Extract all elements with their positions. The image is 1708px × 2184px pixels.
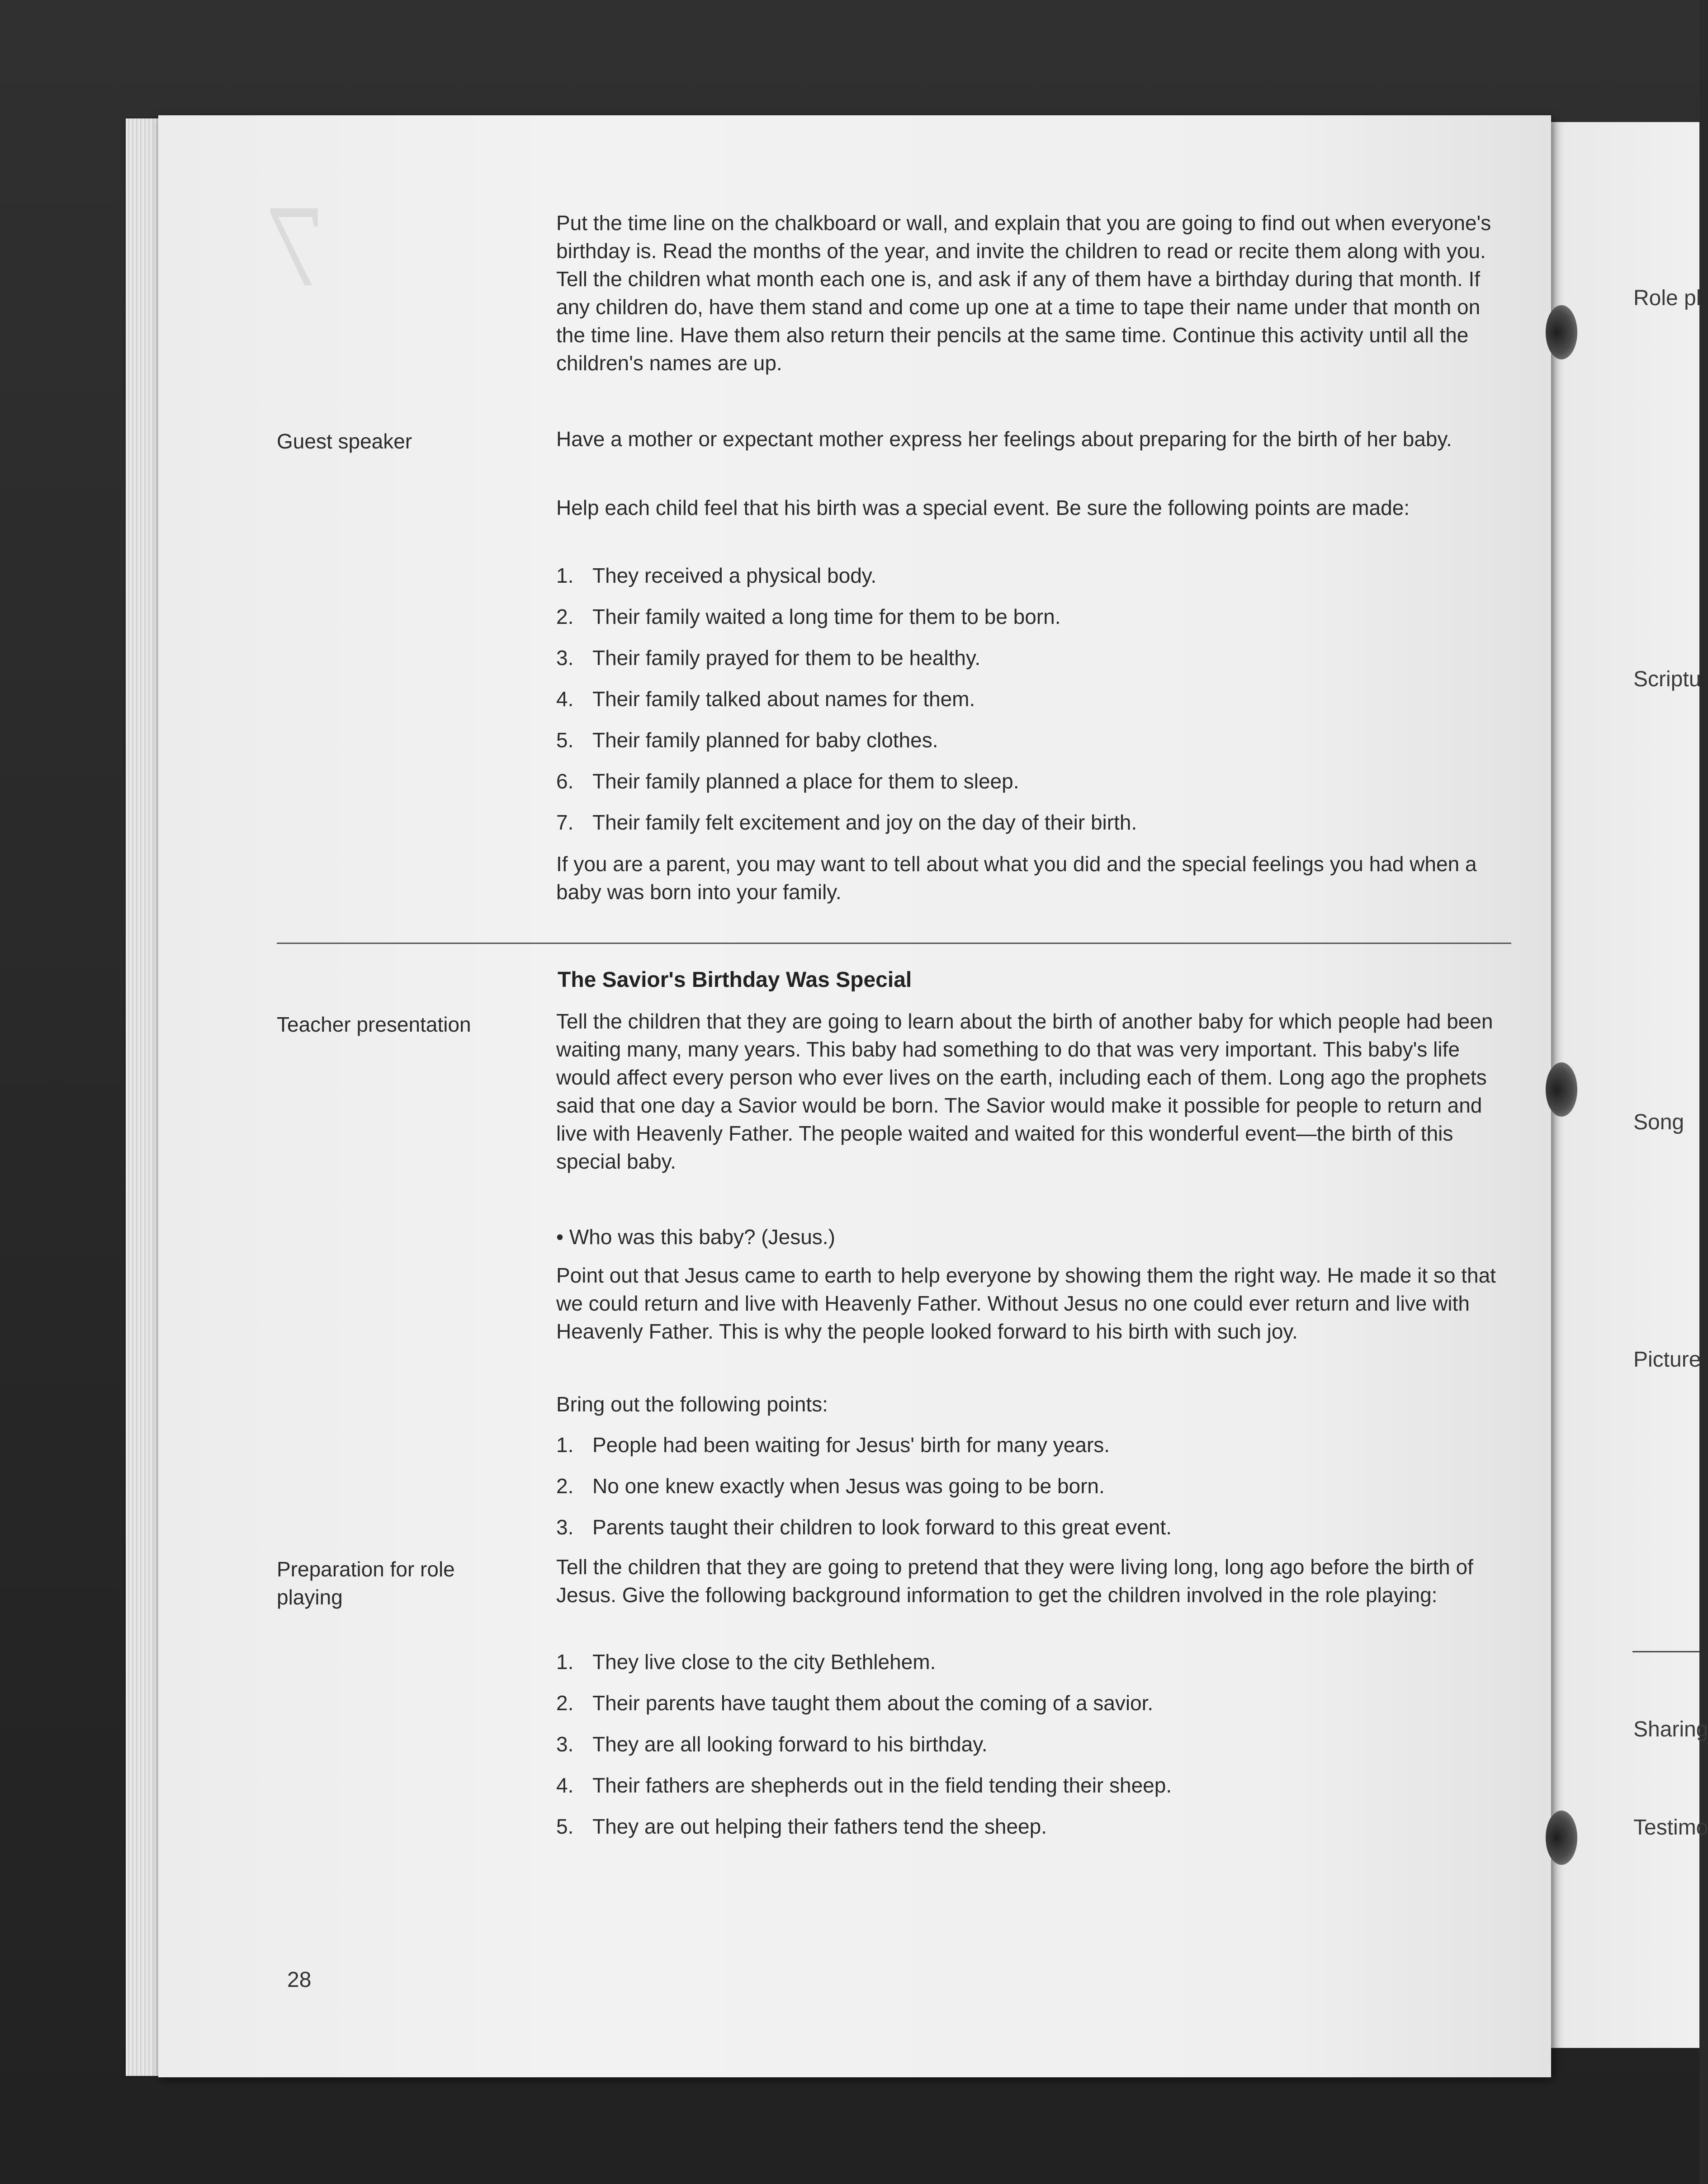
list-item xyxy=(556,767,1513,808)
list-item-text: Their family planned for baby clothes. xyxy=(592,728,938,752)
list-item-number: 5. xyxy=(556,1815,574,1838)
birth-points-list xyxy=(556,561,1513,849)
list-item-text: They are all looking forward to his birthday. xyxy=(592,1732,988,1756)
list-item xyxy=(556,1771,1513,1812)
section-divider xyxy=(277,943,1511,944)
list-item-text: They received a physical body. xyxy=(592,564,877,587)
list-item-number: 2. xyxy=(556,1691,574,1715)
list-item-number: 7. xyxy=(556,811,574,834)
teacher-question: • Who was this baby? (Jesus.) xyxy=(556,1225,835,1249)
list-item-text: Their family planned a place for them to sleep. xyxy=(592,769,1019,793)
facing-page-label-sharing: Sharing xyxy=(1633,1717,1708,1741)
intro-paragraph: Put the time line on the chalkboard or wall, and explain that you are going to find out when everyone's birthday is. Read the months of the year, and invite the children to read or recite them along with you. Tell the children what month each one is, and ask if any of them have a birthday during that month. If any children do, have them stand and come up one at a time to tape their name under that month on the time line. Have them also return their pencils at the same time. Continue this activity until all the children's names are up. xyxy=(556,211,1491,375)
page-number: 28 xyxy=(287,1968,312,1992)
list-item-number: 2. xyxy=(556,605,574,628)
list-item xyxy=(556,1472,1513,1513)
role-playing-text: Tell the children that they are going to pretend that they were living long, long ago before the birth of Jesus. Give the following background information to get the children involved in the role playing: xyxy=(556,1555,1473,1607)
facing-page-label-scripture: Scriptu xyxy=(1633,667,1701,691)
facing-page-rule xyxy=(1632,1651,1699,1652)
teacher-presentation-text: Tell the children that they are going to learn about the birth of another baby for which people had been waiting many, many years. This baby had something to do that was very important. This baby's life would affect every person who ever lives on the earth, including each of them. Long ago the prophets said that one day a Savior would be born. The Savior would make it possible for people to return and live with Heavenly Father. The people waited and waited for this wonderful event—the birth of this special baby. xyxy=(556,1009,1493,1173)
list-item-number: 3. xyxy=(556,1515,574,1539)
list-item xyxy=(556,726,1513,767)
bring-out-text: Bring out the following points: xyxy=(556,1392,828,1416)
list-item xyxy=(556,1689,1513,1730)
list-item-number: 4. xyxy=(556,1774,574,1797)
list-item-number: 1. xyxy=(556,1650,574,1674)
list-item xyxy=(556,685,1513,726)
list-item xyxy=(556,561,1513,603)
punch-hole xyxy=(1546,305,1577,359)
list-item xyxy=(556,1812,1513,1854)
list-item-number: 3. xyxy=(556,1732,574,1756)
list-item xyxy=(556,808,1513,849)
role-playing-points-list xyxy=(556,1648,1513,1854)
list-item-text: People had been waiting for Jesus' birth for many years. xyxy=(592,1433,1110,1457)
list-item-number: 6. xyxy=(556,769,574,793)
list-item-number: 4. xyxy=(556,687,574,711)
list-item-number: 3. xyxy=(556,646,574,670)
list-item-text: Their parents have taught them about the coming of a savior. xyxy=(592,1691,1154,1715)
list-item xyxy=(556,1730,1513,1771)
list-item-text: No one knew exactly when Jesus was going to be born. xyxy=(592,1474,1105,1498)
teacher-presentation-label: Teacher presentation xyxy=(277,1013,471,1036)
list-item-text: Their family felt excitement and joy on the day of their birth. xyxy=(592,811,1137,834)
guest-speaker-text: Have a mother or expectant mother express her feelings about preparing for the birth of her baby. xyxy=(556,427,1452,451)
bleed-through-ghost: 7 xyxy=(267,181,326,311)
list-item-text: Their family prayed for them to be healthy. xyxy=(592,646,981,670)
list-item xyxy=(556,1431,1513,1472)
facing-page-label-song: Song xyxy=(1633,1110,1684,1134)
list-item-number: 5. xyxy=(556,728,574,752)
role-playing-label-line1: Preparation for role xyxy=(277,1557,455,1581)
list-item-number: 1. xyxy=(556,564,574,587)
list-item-text: They are out helping their fathers tend the sheep. xyxy=(592,1815,1047,1838)
list-item-text: Their family talked about names for them. xyxy=(592,687,975,711)
list-item xyxy=(556,1513,1513,1554)
list-item-number: 1. xyxy=(556,1433,574,1457)
punch-hole xyxy=(1546,1811,1577,1865)
facing-page-label-picture: Picture xyxy=(1633,1348,1701,1372)
jesus-birth-points-list xyxy=(556,1431,1513,1554)
list-item-number: 2. xyxy=(556,1474,574,1498)
punch-hole xyxy=(1546,1062,1577,1117)
section-heading: The Savior's Birthday Was Special xyxy=(558,968,912,992)
list-item xyxy=(556,644,1513,685)
list-item xyxy=(556,1648,1513,1689)
parent-paragraph: If you are a parent, you may want to tell about what you did and the special feelings you had when a baby was born into your family. xyxy=(556,852,1477,904)
facing-page-label-testimony: Testimo xyxy=(1633,1816,1708,1840)
role-playing-label-line2: playing xyxy=(277,1585,343,1609)
list-item-text: Their fathers are shepherds out in the field tending their sheep. xyxy=(592,1774,1172,1797)
guest-speaker-label: Guest speaker xyxy=(277,429,412,453)
list-item-text: They live close to the city Bethlehem. xyxy=(592,1650,936,1674)
role-playing-label xyxy=(277,1555,530,1611)
guest-speaker-help-text: Help each child feel that his birth was a special event. Be sure the following points are made: xyxy=(556,496,1410,519)
facing-page-label-role: Role pl xyxy=(1633,286,1701,310)
list-item-text: Their family waited a long time for them to be born. xyxy=(592,605,1061,628)
list-item-text: Parents taught their children to look forward to this great event. xyxy=(592,1515,1172,1539)
list-item xyxy=(556,603,1513,644)
point-out-paragraph: Point out that Jesus came to earth to help everyone by showing them the right way. He made it so that we could return and live with Heavenly Father. Without Jesus no one could ever return and live with Heavenly Father. This is why the people looked forward to his birth with such joy. xyxy=(556,1264,1496,1343)
